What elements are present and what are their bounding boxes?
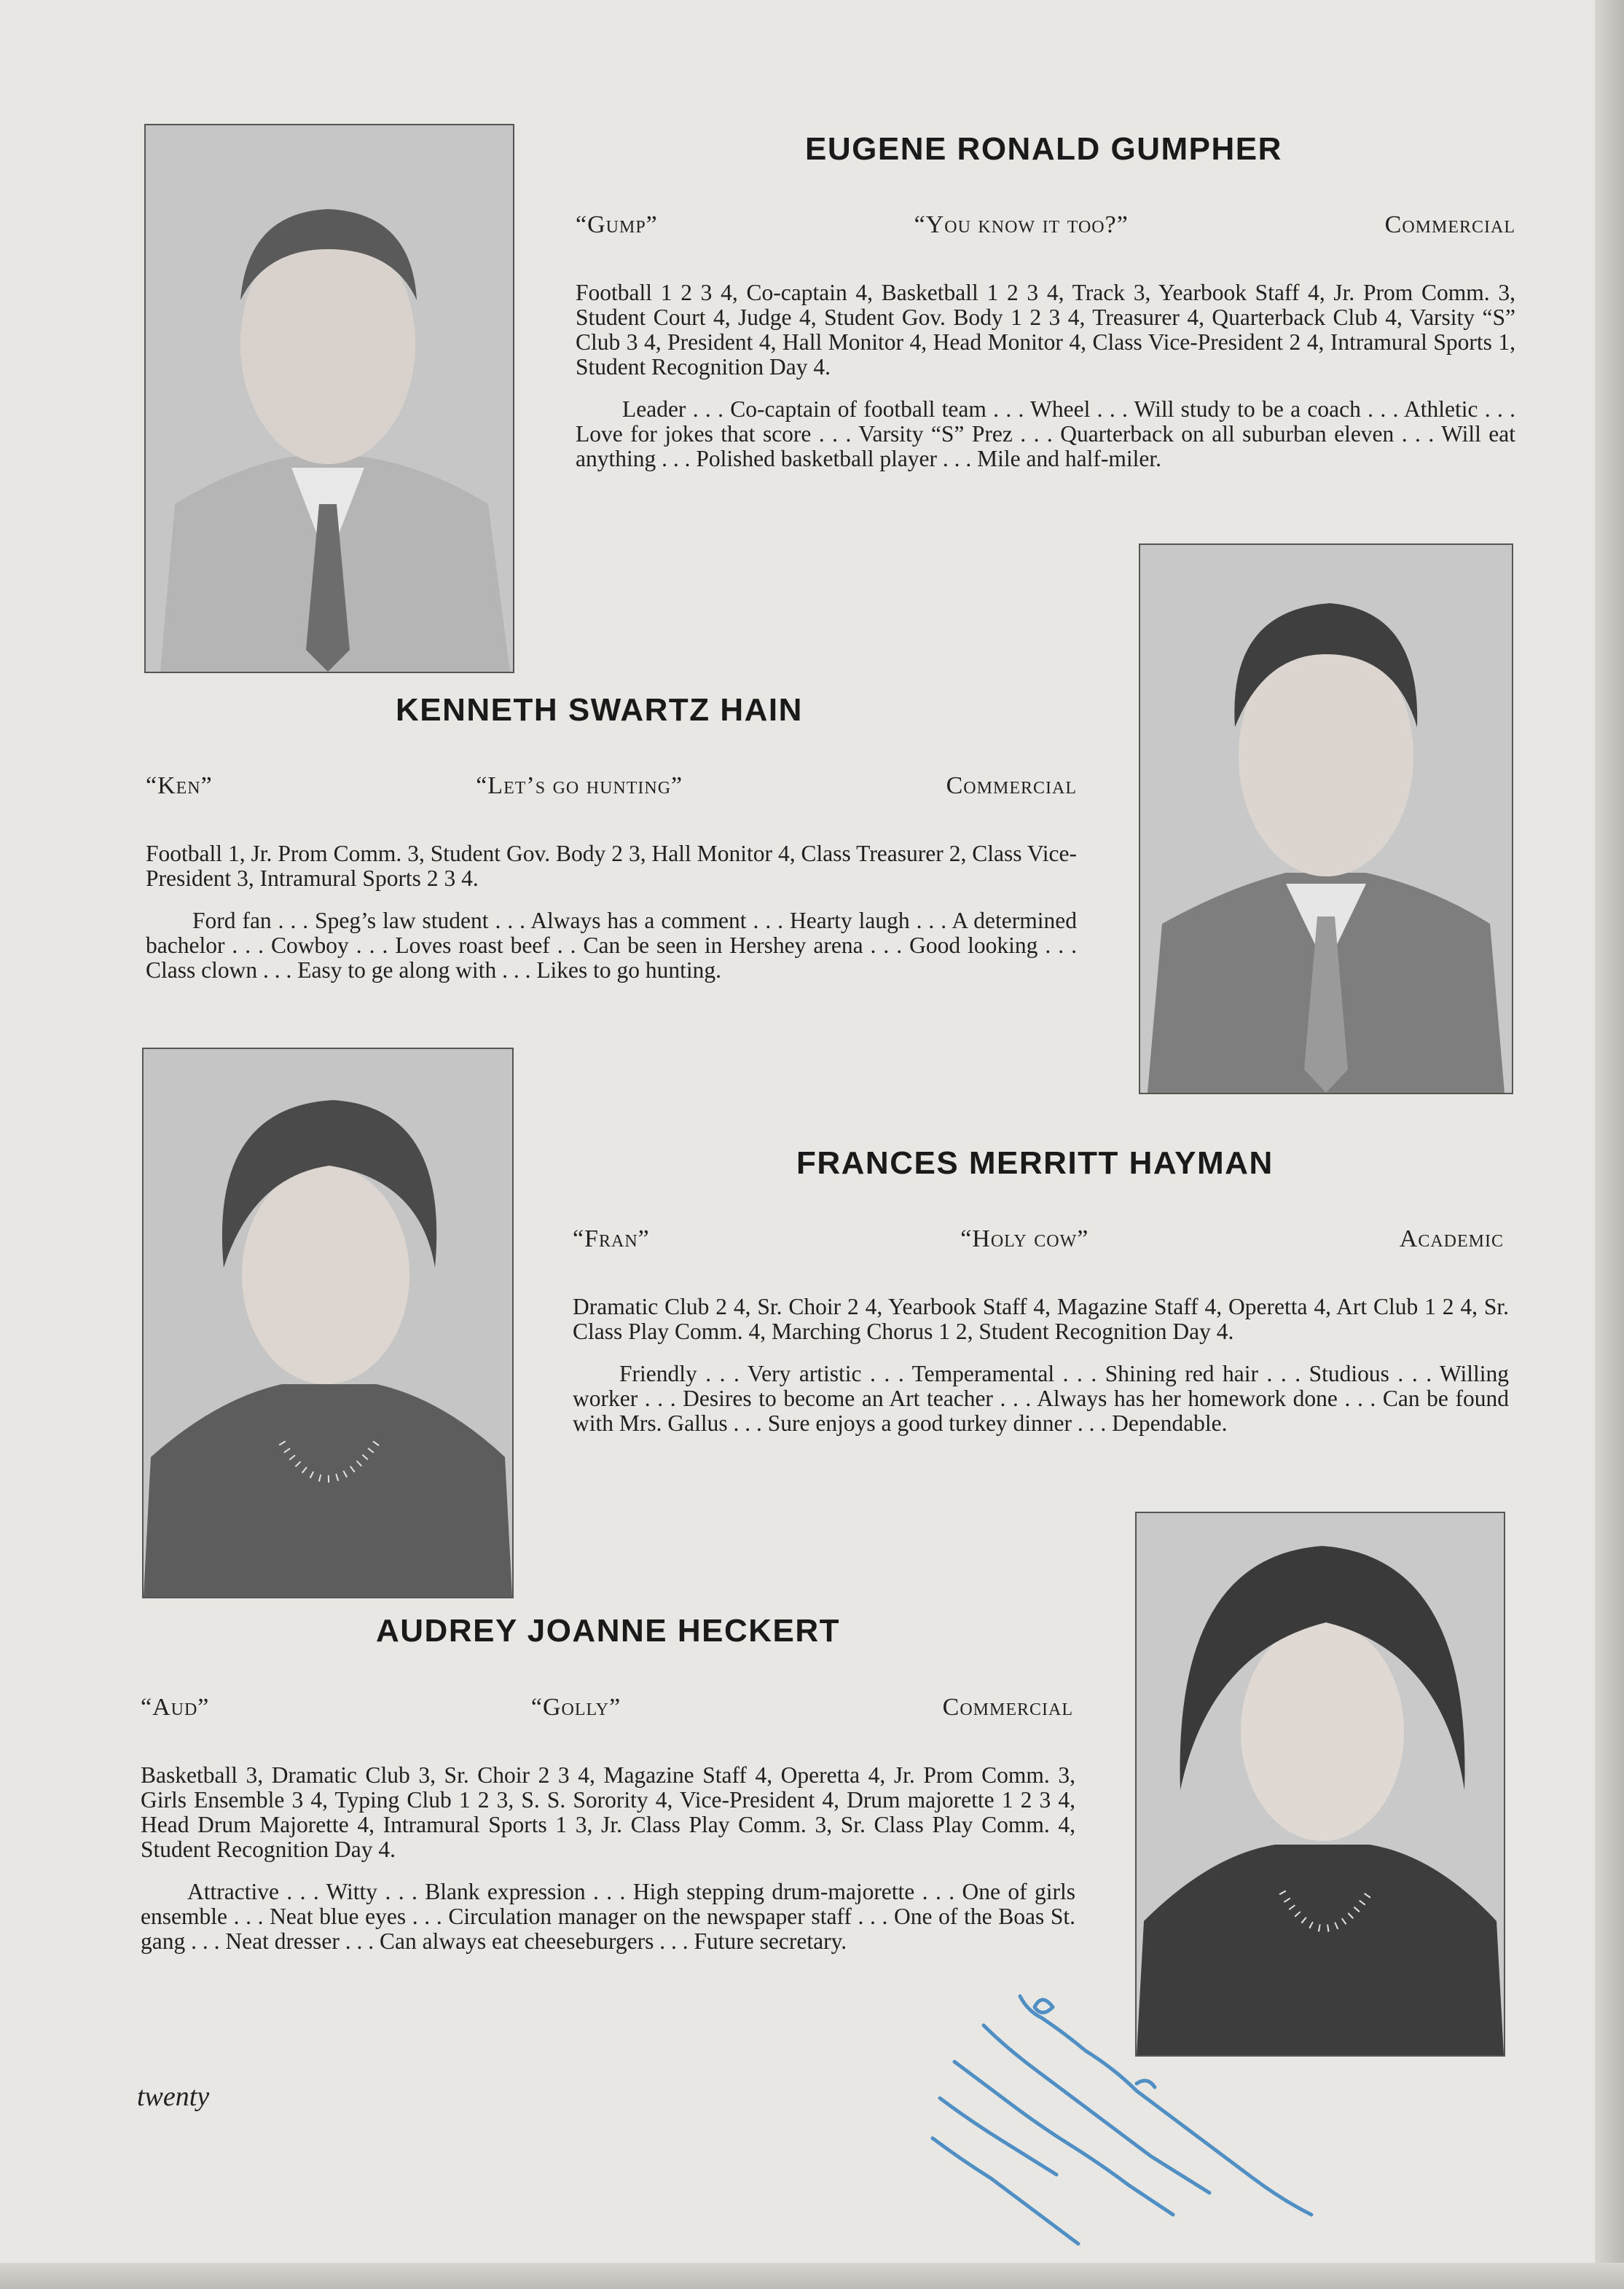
student-meta-row	[573, 1225, 1504, 1253]
student-quote: “Let’s go hunting”	[476, 772, 683, 799]
student-nickname: “Aud”	[141, 1694, 210, 1721]
student-activities: Football 1, Jr. Prom Comm. 3, Student Gov. Body 2 3, Hall Monitor 4, Class Treasurer 2, Class Vice-President 3, Intramural Sports 2 3 4.	[146, 841, 1077, 891]
student-bio	[141, 1763, 1075, 1954]
page-edge-shadow	[1595, 0, 1624, 2289]
student-meta-row	[141, 1694, 1073, 1721]
student-name: EUGENE RONALD GUMPHER	[805, 131, 1282, 167]
student-bio	[146, 841, 1077, 983]
page-number: twenty	[137, 2081, 210, 2112]
student-description: Friendly . . . Very artistic . . . Temperamental . . . Shining red hair . . . Studious . . . Willing worker . . . Desires to become an Art teacher . . . Always has her homework done . . . Can be found with Mrs. Gallus . . . Sure enjoys a good turkey dinner . . . Dependable.	[573, 1361, 1509, 1436]
student-course: Academic	[1399, 1225, 1504, 1252]
student-course: Commercial	[942, 1694, 1073, 1721]
student-name: AUDREY JOANNE HECKERT	[376, 1613, 840, 1649]
student-description: Ford fan . . . Speg’s law student . . . Always has a comment . . . Hearty laugh . . . A determined bachelor . . . Cowboy . . . Loves roast beef . . Can be seen in Hershey arena . . . Good looking . . . Class clown . . . Easy to ge along with . . . Likes to go hunting.	[146, 908, 1077, 983]
student-description: Attractive . . . Witty . . . Blank expression . . . High stepping drum-majorette . . . One of girls ensemble . . . Neat blue eyes . . . Circulation manager on the newspaper staff . . . One of the Boas St. gang . . . Neat dresser . . . Can always eat cheeseburgers . . . Future secretary.	[141, 1879, 1075, 1954]
student-name: FRANCES MERRITT HAYMAN	[796, 1145, 1274, 1181]
portrait-photo-hain	[1139, 543, 1513, 1094]
student-quote: “You know it too?”	[914, 211, 1129, 238]
student-nickname: “Fran”	[573, 1225, 650, 1252]
portrait-photo-hayman	[142, 1048, 514, 1598]
student-course: Commercial	[946, 772, 1077, 799]
student-bio	[573, 1295, 1509, 1436]
portrait-photo-gumpher	[144, 124, 514, 673]
student-nickname: “Gump”	[576, 211, 658, 238]
student-activities: Dramatic Club 2 4, Sr. Choir 2 4, Yearbook Staff 4, Magazine Staff 4, Operetta 4, Art Club 1 2 4, Sr. Class Play Comm. 4, Marching Chorus 1 2, Student Recognition Day 4.	[573, 1294, 1509, 1344]
student-activities: Basketball 3, Dramatic Club 3, Sr. Choir 2 3 4, Magazine Staff 4, Operetta 4, Jr. Prom Comm. 3, Girls Ensemble 3 4, Typing Club 1 2 3, S. S. Sorority 4, Vice-President 4, Drum majorette 1 2 3 4, Head Drum Majorette 4, Intramural Sports 1 3, Jr. Class Play Comm. 3, Sr. Class Play Comm. 4, Student Recognition Day 4.	[141, 1762, 1075, 1862]
handwritten-signature	[918, 1982, 1384, 2258]
student-bio	[576, 280, 1515, 471]
student-activities: Football 1 2 3 4, Co-captain 4, Basketball 1 2 3 4, Track 3, Yearbook Staff 4, Jr. Prom Comm. 3, Student Court 4, Judge 4, Student Gov. Body 1 2 3 4, Treasurer 4, Quarterback Club 4, Varsity “S” Club 3 4, President 4, Hall Monitor 4, Head Monitor 4, Class Vice-President 2 4, Intramural Sports 1, Student Recognition Day 4.	[576, 280, 1515, 380]
student-name: KENNETH SWARTZ HAIN	[396, 692, 803, 728]
student-course: Commercial	[1384, 211, 1515, 238]
student-nickname: “Ken”	[146, 772, 213, 799]
student-meta-row	[146, 772, 1077, 800]
student-quote: “Holy cow”	[960, 1225, 1089, 1252]
student-description: Leader . . . Co-captain of football team . . . Wheel . . . Will study to be a coach . . . Athletic . . . Love for jokes that score . . . Varsity “S” Prez . . . Quarterback on all suburban eleven . . . Will eat anything . . . Polished basketball player . . . Mile and half-miler.	[576, 396, 1515, 471]
student-quote: “Golly”	[530, 1694, 621, 1721]
page-bottom-edge	[0, 2263, 1624, 2289]
student-meta-row	[576, 211, 1515, 239]
portrait-photo-heckert	[1135, 1512, 1505, 2057]
